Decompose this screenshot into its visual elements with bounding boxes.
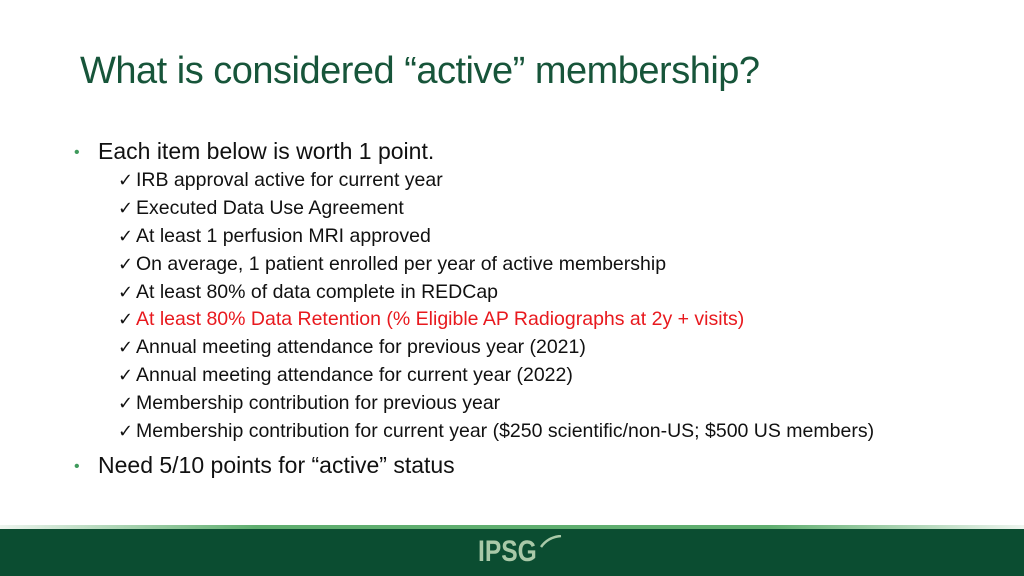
- checkmark-icon: ✓: [118, 309, 134, 331]
- checkmark-icon: ✓: [118, 253, 134, 275]
- checklist-item: [74, 392, 994, 420]
- checklist-item-text: At least 80% of data complete in REDCap: [136, 280, 499, 303]
- checklist-item: [74, 308, 994, 336]
- checklist-item: [74, 225, 994, 253]
- checkmark-icon: ✓: [118, 337, 134, 359]
- slide-title: What is considered “active” membership?: [80, 50, 760, 92]
- checklist: [74, 169, 994, 448]
- logo-swoosh-icon: [540, 535, 562, 549]
- bullet-text: Each item below is worth 1 point.: [98, 138, 435, 164]
- checklist-item-text: Annual meeting attendance for current year (2022): [136, 364, 573, 387]
- checkmark-icon: ✓: [118, 170, 134, 191]
- checklist-item-text: At least 1 perfusion MRI approved: [136, 224, 431, 247]
- checklist-item-text: Membership contribution for current year ($250 scientific/non-US; $500 US members): [136, 420, 875, 443]
- checkmark-icon: ✓: [118, 225, 134, 247]
- logo-text: IPSG: [478, 535, 537, 568]
- checklist-item-text: Annual meeting attendance for previous year (2021): [136, 336, 586, 359]
- checklist-item: [74, 420, 994, 448]
- bullet-text: Need 5/10 points for “active” status: [98, 451, 455, 478]
- checklist-item-text: On average, 1 patient enrolled per year of active membership: [136, 252, 667, 275]
- bullet-item: [74, 452, 994, 482]
- bullet-item: [74, 138, 994, 168]
- checklist-item: [74, 336, 994, 364]
- checkmark-icon: ✓: [118, 365, 134, 387]
- checkmark-icon: ✓: [118, 197, 134, 219]
- checklist-item: [74, 169, 994, 197]
- bullet-icon: •: [74, 457, 80, 475]
- checkmark-icon: ✓: [118, 281, 134, 303]
- bullet-list: [74, 138, 994, 482]
- footer-band: [0, 529, 1024, 576]
- checklist-item-text: IRB approval active for current year: [136, 169, 443, 191]
- checklist-item-text: At least 80% Data Retention (% Eligible AP Radiographs at 2y + visits): [136, 308, 745, 331]
- checkmark-icon: ✓: [118, 393, 134, 415]
- checklist-item-text: Membership contribution for previous year: [136, 392, 501, 415]
- checklist-item: [74, 364, 994, 392]
- bullet-icon: •: [74, 144, 80, 161]
- checklist-item: [74, 197, 994, 225]
- ipsg-logo: [478, 533, 572, 571]
- checklist-item-text: Executed Data Use Agreement: [136, 196, 404, 219]
- checklist-item: [74, 281, 994, 309]
- checkmark-icon: ✓: [118, 421, 134, 443]
- checklist-item: [74, 253, 994, 281]
